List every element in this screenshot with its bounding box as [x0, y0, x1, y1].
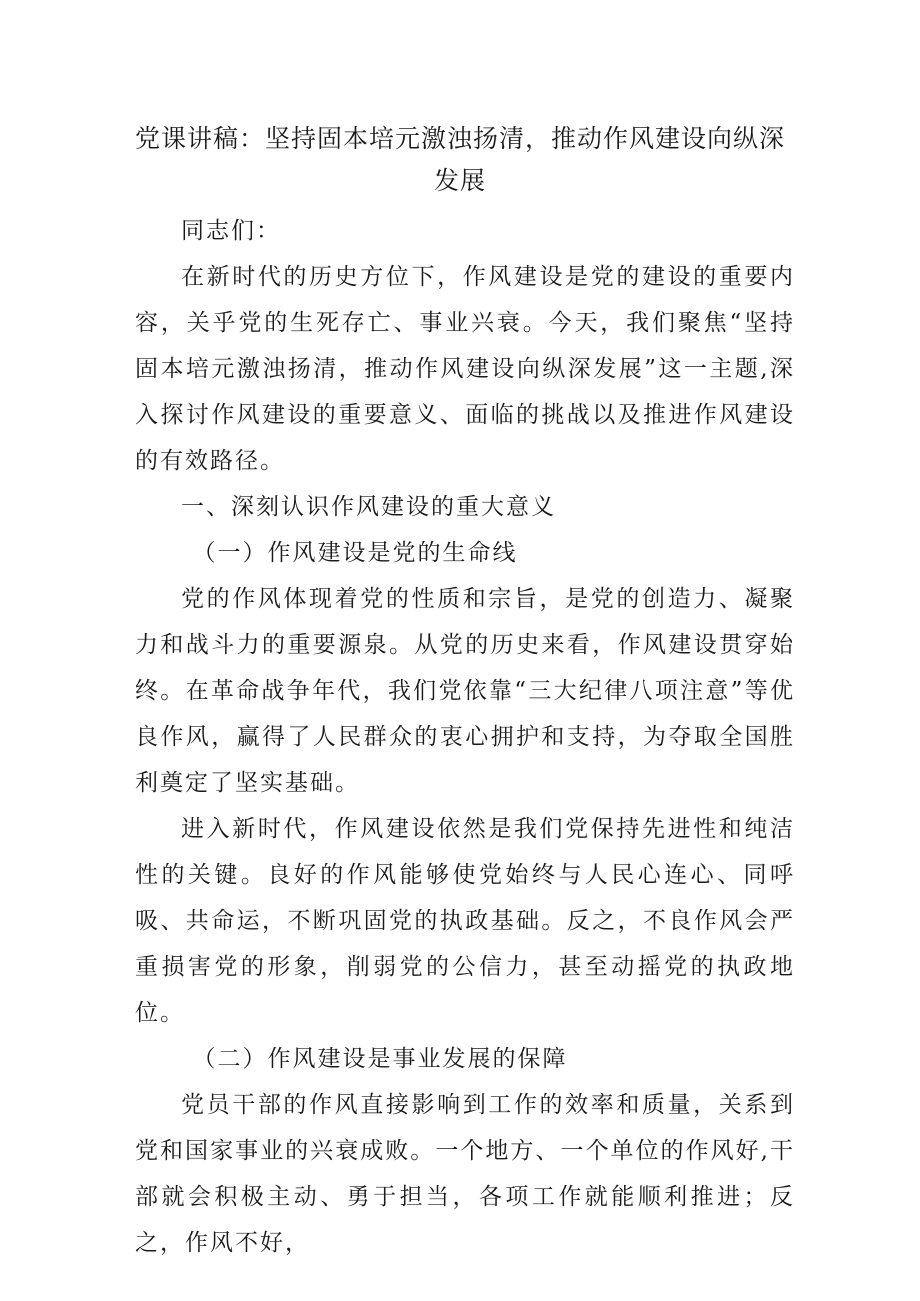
- salutation: 同志们：: [181, 218, 281, 244]
- body-paragraph: 党的作风体现着党的性质和宗旨，是党的创造力、凝聚力和战斗力的重要源泉。从党的历史来看，作风建设贯穿始终。在革命战争年代，我们党依靠“三大纪律八项注意”等优良作风，赢得了人民群众的衷心拥护和支持，为夺取全国胜利奠定了坚实基础。: [135, 586, 795, 796]
- body-paragraph: 进入新时代，作风建设依然是我们党保持先进性和纯洁性的关键。良好的作风能够使党始终与人民心连心、同呼吸、共命运，不断巩固党的执政基础。反之，不良作风会严重损害党的形象，削弱党的公信力，甚至动摇党的执政地位。: [135, 816, 795, 1026]
- intro-paragraph: 在新时代的历史方位下，作风建设是党的建设的重要内容，关乎党的生死存亡、事业兴衰。今天，我们聚焦“坚持固本培元激浊扬清，推动作风建设向纵深发展”这一主题,深入探讨作风建设的重要意义、面临的挑战以及推进作风建设的有效路径。: [135, 264, 795, 474]
- subsection-heading: （一）作风建设是党的生命线: [192, 540, 518, 566]
- document-body: [135, 208, 795, 1266]
- body-paragraph: 党员干部的作风直接影响到工作的效率和质量，关系到党和国家事业的兴衰成败。一个地方、一个单位的作风好,干部就会积极主动、勇于担当，各项工作就能顺利推进；反之，作风不好，: [135, 1092, 795, 1256]
- subsection-heading: （二）作风建设是事业发展的保障: [192, 1046, 568, 1072]
- section-heading: 一、深刻认识作风建设的重大意义: [181, 494, 556, 520]
- page-title: 党课讲稿：坚持固本培元激浊扬清，推动作风建设向纵深发展: [134, 124, 785, 195]
